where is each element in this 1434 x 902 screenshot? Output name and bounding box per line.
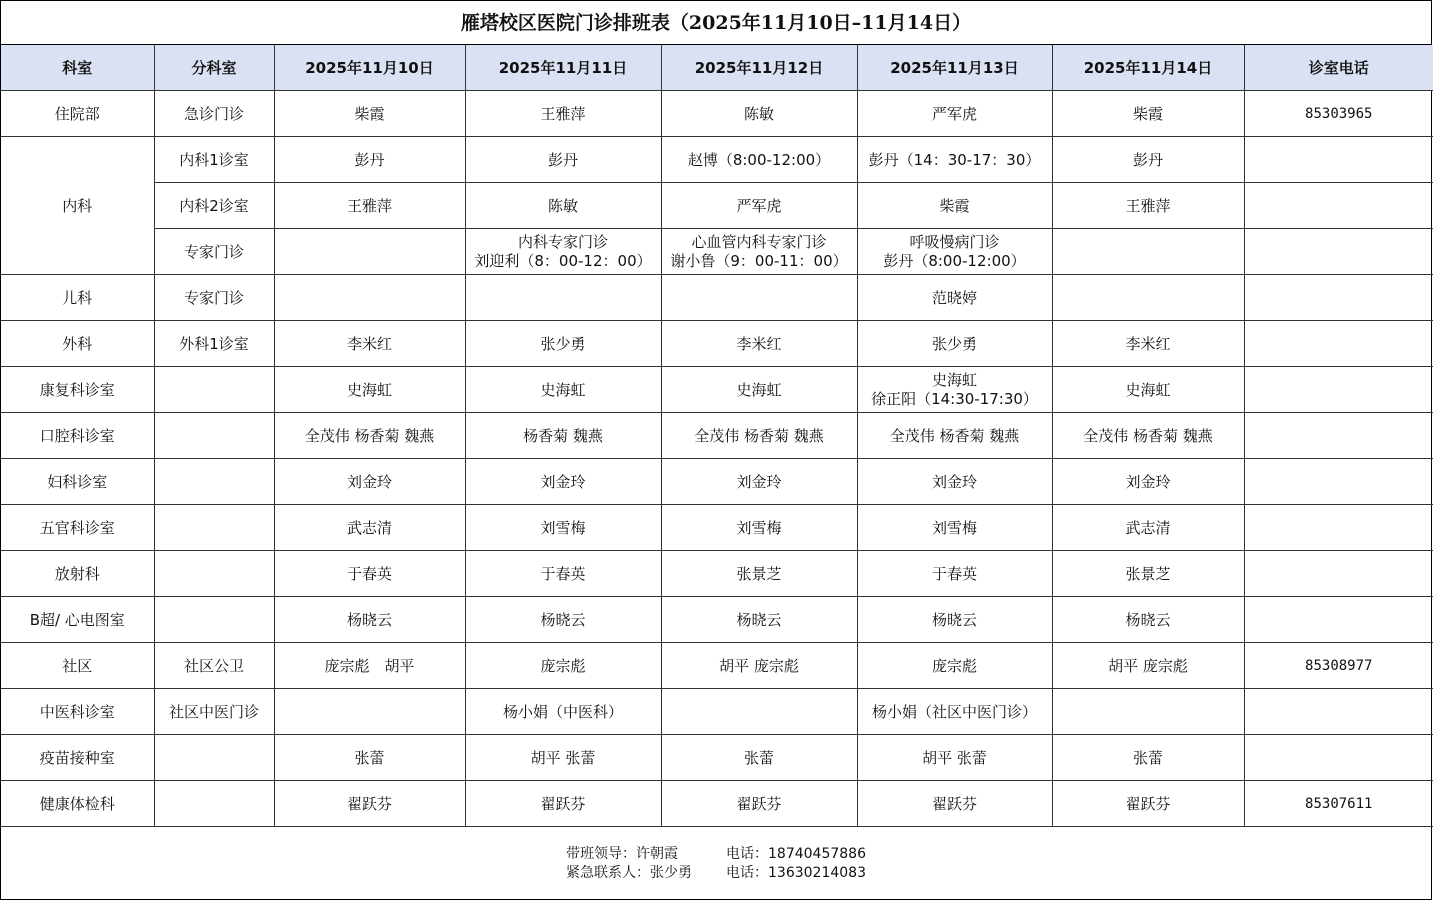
clinic-name: 心血管内科专家门诊	[691, 232, 827, 251]
duty-cell: 柴霞	[857, 183, 1052, 229]
subdept-cell: 专家门诊	[154, 275, 274, 321]
duty-cell: 王雅萍	[274, 183, 465, 229]
leader-line	[566, 845, 866, 864]
duty-cell: 彭丹	[1052, 137, 1244, 183]
duty-cell: 杨香菊 魏燕	[465, 413, 661, 459]
dept-cell: 儿科	[1, 275, 154, 321]
phone-cell: 85307611	[1244, 781, 1433, 827]
table-row	[1, 597, 1433, 643]
phone-cell	[1244, 459, 1433, 505]
duty-cell: 翟跃芬	[1052, 781, 1244, 827]
phone-cell	[1244, 413, 1433, 459]
duty-cell	[661, 689, 857, 735]
doctor-name: 谢小鲁（9：00-11：00）	[670, 251, 848, 270]
duty-cell: 张少勇	[857, 321, 1052, 367]
schedule-table	[1, 45, 1433, 827]
subdept-cell: 专家门诊	[154, 229, 274, 275]
duty-cell: 胡平 张蕾	[465, 735, 661, 781]
duty-cell: 李米红	[274, 321, 465, 367]
doctor-name: 史海虹	[931, 370, 977, 389]
duty-cell: 杨小娟（中医科）	[465, 689, 661, 735]
duty-cell: 史海虹	[661, 367, 857, 413]
duty-cell	[1052, 275, 1244, 321]
subdept-cell: 社区中医门诊	[154, 689, 274, 735]
dept-cell: 口腔科诊室	[1, 413, 154, 459]
duty-cell: 胡平 张蕾	[857, 735, 1052, 781]
dept-cell: 内科	[1, 137, 154, 275]
phone-cell	[1244, 505, 1433, 551]
duty-cell: 史海虹	[1052, 367, 1244, 413]
col-header-day1: 2025年11月10日	[274, 45, 465, 91]
duty-cell: 彭丹	[274, 137, 465, 183]
duty-cell: 严军虎	[661, 183, 857, 229]
subdept-cell: 内科1诊室	[154, 137, 274, 183]
duty-cell: 刘雪梅	[465, 505, 661, 551]
table-row	[1, 229, 1433, 275]
contact-line	[566, 864, 866, 883]
subdept-cell	[154, 597, 274, 643]
duty-cell: 全茂伟 杨香菊 魏燕	[1052, 413, 1244, 459]
doctor-name: 刘迎利（8：00-12：00）	[474, 251, 652, 270]
table-row	[1, 91, 1433, 137]
duty-cell: 彭丹（14：30-17：30）	[857, 137, 1052, 183]
phone-cell	[1244, 321, 1433, 367]
duty-cell: 刘金玲	[465, 459, 661, 505]
footer-contact-block	[566, 845, 866, 883]
duty-cell: 李米红	[661, 321, 857, 367]
duty-cell: 翟跃芬	[661, 781, 857, 827]
duty-cell: 于春英	[274, 551, 465, 597]
subdept-cell	[154, 735, 274, 781]
duty-cell: 张景芝	[1052, 551, 1244, 597]
col-header-day4: 2025年11月13日	[857, 45, 1052, 91]
dept-cell: 中医科诊室	[1, 689, 154, 735]
leader-label: 带班领导：许朝霞	[566, 846, 678, 862]
duty-cell: 全茂伟 杨香菊 魏燕	[274, 413, 465, 459]
subdept-cell	[154, 459, 274, 505]
duty-cell: 彭丹	[465, 137, 661, 183]
duty-cell: 柴霞	[1052, 91, 1244, 137]
duty-cell: 胡平 庞宗彪	[661, 643, 857, 689]
contact-phone: 电话：13630214083	[726, 865, 866, 881]
subdept-cell	[154, 551, 274, 597]
leader-phone: 电话：18740457886	[726, 846, 866, 862]
duty-cell: 张蕾	[661, 735, 857, 781]
table-row	[1, 505, 1433, 551]
phone-cell	[1244, 183, 1433, 229]
duty-cell: 刘金玲	[857, 459, 1052, 505]
col-header-dept: 科室	[1, 45, 154, 91]
subdept-cell: 社区公卫	[154, 643, 274, 689]
dept-cell: 外科	[1, 321, 154, 367]
col-header-subdept: 分科室	[154, 45, 274, 91]
phone-cell: 85303965	[1244, 91, 1433, 137]
duty-cell: 杨晓云	[465, 597, 661, 643]
doctor-name: 徐正阳（14:30-17:30）	[871, 389, 1038, 408]
duty-cell: 杨晓云	[661, 597, 857, 643]
duty-cell	[465, 229, 661, 275]
col-header-day5: 2025年11月14日	[1052, 45, 1244, 91]
header-row	[1, 45, 1433, 91]
phone-cell	[1244, 137, 1433, 183]
duty-cell: 翟跃芬	[857, 781, 1052, 827]
duty-cell	[274, 229, 465, 275]
duty-cell: 庞宗彪	[465, 643, 661, 689]
duty-cell: 杨晓云	[857, 597, 1052, 643]
dept-cell: 社区	[1, 643, 154, 689]
duty-cell	[274, 275, 465, 321]
subdept-cell: 外科1诊室	[154, 321, 274, 367]
subdept-cell	[154, 781, 274, 827]
table-row	[1, 413, 1433, 459]
duty-cell: 张蕾	[1052, 735, 1244, 781]
table-row	[1, 459, 1433, 505]
subdept-cell	[154, 505, 274, 551]
duty-cell: 全茂伟 杨香菊 魏燕	[661, 413, 857, 459]
duty-cell: 张景芝	[661, 551, 857, 597]
table-row	[1, 643, 1433, 689]
table-row	[1, 183, 1433, 229]
dept-cell: 放射科	[1, 551, 154, 597]
duty-cell	[274, 689, 465, 735]
phone-cell	[1244, 275, 1433, 321]
phone-cell	[1244, 367, 1433, 413]
dept-cell: 住院部	[1, 91, 154, 137]
duty-cell: 刘金玲	[661, 459, 857, 505]
phone-cell	[1244, 597, 1433, 643]
subdept-cell: 急诊门诊	[154, 91, 274, 137]
duty-cell: 严军虎	[857, 91, 1052, 137]
dept-cell: 五官科诊室	[1, 505, 154, 551]
duty-cell: 杨晓云	[1052, 597, 1244, 643]
subdept-cell	[154, 413, 274, 459]
footer-contacts	[1, 829, 1431, 899]
col-header-day2: 2025年11月11日	[465, 45, 661, 91]
dept-cell: 康复科诊室	[1, 367, 154, 413]
duty-cell: 刘雪梅	[857, 505, 1052, 551]
phone-cell: 85308977	[1244, 643, 1433, 689]
duty-cell: 李米红	[1052, 321, 1244, 367]
dept-cell: 疫苗接种室	[1, 735, 154, 781]
duty-cell: 柴霞	[274, 91, 465, 137]
dept-cell: B超/ 心电图室	[1, 597, 154, 643]
duty-cell: 张蕾	[274, 735, 465, 781]
duty-cell: 刘金玲	[1052, 459, 1244, 505]
duty-cell: 张少勇	[465, 321, 661, 367]
duty-cell: 全茂伟 杨香菊 魏燕	[857, 413, 1052, 459]
duty-cell: 于春英	[465, 551, 661, 597]
duty-cell	[465, 275, 661, 321]
duty-cell: 史海虹	[274, 367, 465, 413]
duty-cell	[661, 275, 857, 321]
duty-cell	[857, 367, 1052, 413]
duty-cell: 范晓婷	[857, 275, 1052, 321]
duty-cell: 于春英	[857, 551, 1052, 597]
table-row	[1, 275, 1433, 321]
duty-cell	[857, 229, 1052, 275]
dept-cell: 健康体检科	[1, 781, 154, 827]
contact-label: 紧急联系人：张少勇	[566, 865, 692, 881]
duty-cell: 王雅萍	[465, 91, 661, 137]
subdept-cell	[154, 367, 274, 413]
duty-cell: 武志清	[1052, 505, 1244, 551]
duty-cell	[1052, 229, 1244, 275]
duty-cell: 翟跃芬	[465, 781, 661, 827]
duty-cell	[661, 229, 857, 275]
duty-cell: 陈敏	[465, 183, 661, 229]
table-row	[1, 781, 1433, 827]
table-row	[1, 735, 1433, 781]
duty-cell: 陈敏	[661, 91, 857, 137]
clinic-name: 呼吸慢病门诊	[909, 232, 1000, 251]
duty-cell: 史海虹	[465, 367, 661, 413]
duty-cell: 胡平 庞宗彪	[1052, 643, 1244, 689]
table-row	[1, 367, 1433, 413]
duty-cell: 刘金玲	[274, 459, 465, 505]
table-row	[1, 551, 1433, 597]
clinic-name: 内科专家门诊	[517, 232, 608, 251]
phone-cell	[1244, 551, 1433, 597]
phone-cell	[1244, 735, 1433, 781]
duty-cell: 王雅萍	[1052, 183, 1244, 229]
duty-cell: 杨小娟（社区中医门诊）	[857, 689, 1052, 735]
duty-cell: 赵博（8:00-12:00）	[661, 137, 857, 183]
subdept-cell: 内科2诊室	[154, 183, 274, 229]
doctor-name: 彭丹（8:00-12:00）	[883, 251, 1026, 270]
duty-cell: 刘雪梅	[661, 505, 857, 551]
col-header-phone: 诊室电话	[1244, 45, 1433, 91]
duty-cell: 庞宗彪 胡平	[274, 643, 465, 689]
duty-cell: 武志清	[274, 505, 465, 551]
table-row	[1, 689, 1433, 735]
page-title: 雁塔校区医院门诊排班表（2025年11月10日–11月14日）	[1, 1, 1431, 45]
col-header-day3: 2025年11月12日	[661, 45, 857, 91]
table-row	[1, 137, 1433, 183]
table-row	[1, 321, 1433, 367]
duty-cell: 翟跃芬	[274, 781, 465, 827]
phone-cell	[1244, 689, 1433, 735]
duty-cell: 杨晓云	[274, 597, 465, 643]
duty-cell	[1052, 689, 1244, 735]
duty-cell: 庞宗彪	[857, 643, 1052, 689]
phone-cell	[1244, 229, 1433, 275]
dept-cell: 妇科诊室	[1, 459, 154, 505]
